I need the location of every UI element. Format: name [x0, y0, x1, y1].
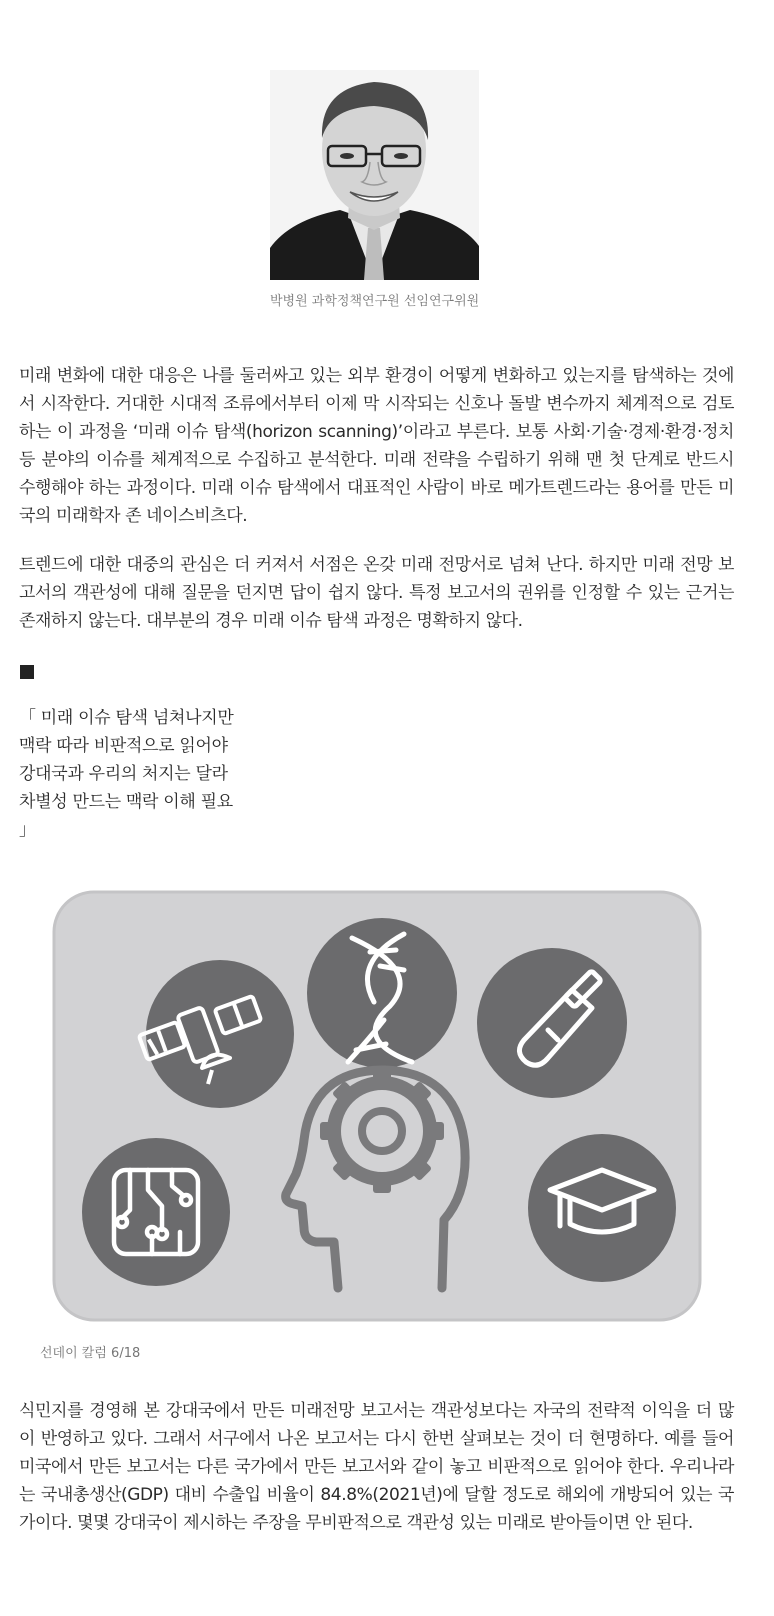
- dna-icon: [307, 918, 457, 1068]
- graduation-cap-icon: [528, 1134, 676, 1282]
- pull-quote-line: 」: [19, 820, 36, 840]
- section-marker: [20, 665, 34, 679]
- article-paragraph: 트렌드에 대한 대중의 관심은 더 커져서 서점은 온갖 미래 전망서로 넘쳐 난다. 하지만 미래 전망 보고서의 객관성에 대해 질문을 던지면 답이 쉽지 않다. 특정 보고서의 권위를 인정할 수 있는 근거는 존재하지 않는다. 대부분의 경우 미래 이슈 탐색 과정은 명확하지 않다.: [19, 555, 734, 631]
- test-tube-icon: [477, 948, 627, 1098]
- science-icons-illustration: [52, 890, 702, 1322]
- pull-quote-line: 맥락 따라 비판적으로 읽어야: [19, 736, 228, 756]
- article-paragraph: 식민지를 경영해 본 강대국에서 만든 미래전망 보고서는 객관성보다는 자국의 전략적 이익을 더 많이 반영하고 있다. 그래서 서구에서 나온 보고서는 다시 한번 살펴보는 것이 더 현명하다. 예를 들어 미국에서 만든 보고서는 다른 국가에서 만든 보고서와 같이 놓고 비판적으로 읽어야 한다. 우리나라는 국내총생산(GDP) 대비 수출입 비율이 84.8%(2021년)에 달할 정도로 해외에 개방되어 있는 국가이다. 몇몇 강대국이 제시하는 주장을 무비판적으로 객관성 있는 미래로 받아들이면 안 된다.: [19, 1401, 734, 1533]
- pull-quote: [19, 704, 233, 844]
- author-portrait-block: [270, 70, 480, 311]
- author-portrait-image: [270, 70, 479, 280]
- pull-quote-line: 「 미래 이슈 탐색 넘쳐나지만: [19, 708, 234, 728]
- illustration-caption: 선데이 칼럼 6/18: [40, 1346, 141, 1361]
- pull-quote-line: 강대국과 우리의 처지는 달라: [19, 764, 228, 784]
- circuit-chip-icon: [82, 1138, 230, 1286]
- article-paragraph: 미래 변화에 대한 대응은 나를 둘러싸고 있는 외부 환경이 어떻게 변화하고 있는지를 탐색하는 것에서 시작한다. 거대한 시대적 조류에서부터 이제 막 시작되는 신호나 돌발 변수까지 체계적으로 검토하는 이 과정을 ‘미래 이슈 탐색(horizon scanning)’이라고 부른다. 보통 사회·기술·경제·환경·정치 등 분야의 이슈를 체계적으로 수집하고 분석한다. 미래 전략을 수립하기 위해 맨 첫 단계로 반드시 수행해야 하는 과정이다. 미래 이슈 탐색에서 대표적인 사람이 바로 메가트렌드라는 용어를 만든 미국의 미래학자 존 네이스비츠다.: [19, 366, 734, 526]
- pull-quote-line: 차별성 만드는 맥락 이해 필요: [19, 792, 233, 812]
- author-caption: 박병원 과학정책연구원 선임연구위원: [270, 294, 480, 309]
